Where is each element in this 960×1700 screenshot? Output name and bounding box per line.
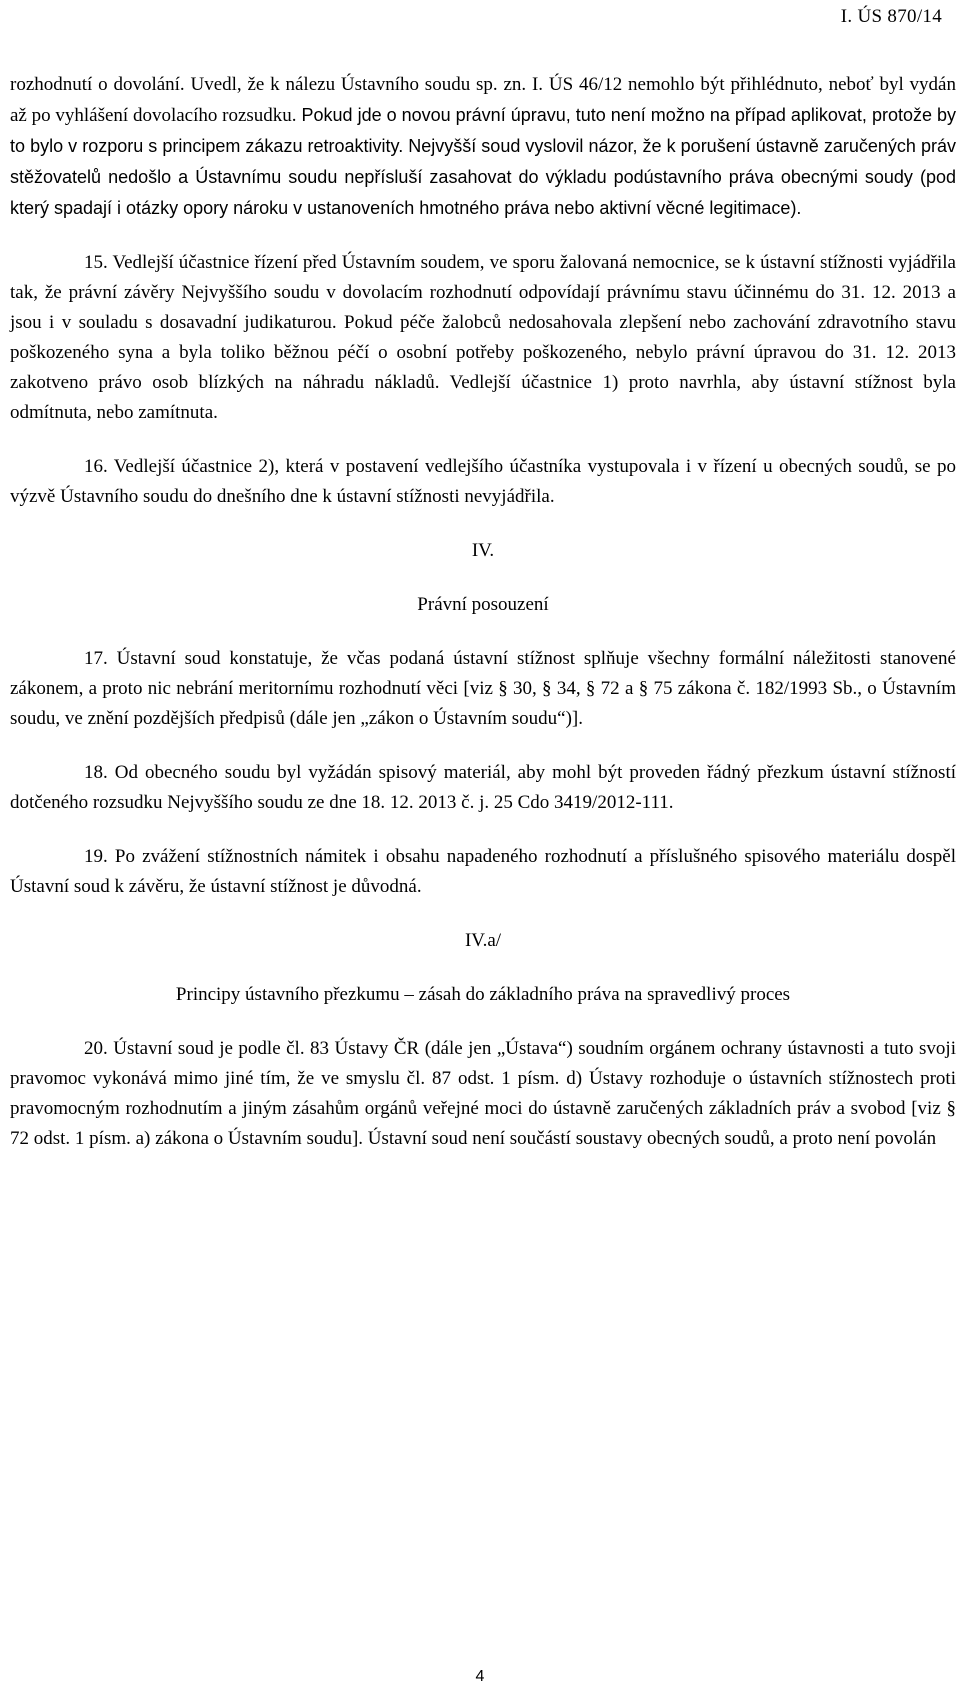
paragraph-15: 15. Vedlejší účastnice řízení před Ústavním soudem, ve sporu žalovaná nemocnice, se k ústavní stížnosti vyjádřila tak, že právní závěry Nejvyššího soudu v dovolacím rozhodnutí odpovídají právnímu stavu účinnému do 31. 12. 2013 a jsou i v souladu s dosavadní judikaturou. Pokud péče žalobců nedosahovala zlepšení nebo zachování zdravotního stavu poškozeného syna a byla toliko běžnou péčí o osobní potřeby poškozeného, nebylo právní úpravou do 31. 12. 2013 zakotveno právo osob blízkých na náhradu nákladů. Vedlejší účastnice 1) proto navrhla, aby ústavní stížnost byla odmítnuta, nebo zamítnuta. [10,252,956,423]
paragraph-14-sans-part: Pokud jde o novou právní úpravu, tuto není možno na případ aplikovat, protože by to bylo v rozporu s principem zákazu retroaktivity. Nejvyšší soud vyslovil názor, že k porušení ústavně zaručených práv stěžovatelů nedošlo a Ústavnímu soudu nepřísluší zasahovat do výkladu podústavního práva obecnými soudy (pod který spadají i otázky opory nároku v ustanoveních hmotného práva nebo aktivní věcné legitimace). [10,105,956,218]
paragraph-19: 19. Po zvážení stížnostních námitek i obsahu napadeného rozhodnutí a příslušného spisového materiálu dospěl Ústavní soud k závěru, že ústavní stížnost je důvodná. [10,846,956,897]
document-body [10,70,956,1178]
section-heading-iva: IV.a/ [464,930,502,951]
case-number-header: I. ÚS 870/14 [840,6,942,27]
page-number: 4 [475,1668,485,1685]
paragraph-14-serif-part: rozhodnutí o dovolání. Uvedl, že k nálezu Ústavního soudu sp. zn. I. ÚS 46/12 nemohlo být přihlédnuto, neboť byl vydán až po vyhlášení dovolacího rozsudku. [10,74,956,126]
paragraph-18: 18. Od obecného soudu byl vyžádán spisový materiál, aby mohl být proveden řádný přezkum ústavní stížností dotčeného rozsudku Nejvyššího soudu ze dne 18. 12. 2013 č. j. 25 Cdo 3419/2012-111. [10,762,956,813]
paragraph-16: 16. Vedlejší účastnice 2), která v postavení vedlejšího účastníka vystupovala i v řízení u obecných soudů, se po výzvě Ústavního soudu do dnešního dne k ústavní stížnosti nevyjádřila. [10,456,956,507]
section-heading-iv: IV. [471,540,495,561]
paragraph-20: 20. Ústavní soud je podle čl. 83 Ústavy ČR (dále jen „Ústava“) soudním orgánem ochrany ústavnosti a tuto svoji pravomoc vykonává mimo jiné tím, že ve smyslu čl. 87 odst. 1 písm. d) Ústavy rozhoduje o ústavních stížnostech proti pravomocným rozhodnutím a jiným zásahům orgánů veřejné moci do ústavně zaručených základních práv a svobod [viz § 72 odst. 1 písm. a) zákona o Ústavním soudu]. Ústavní soud není součástí soustavy obecných soudů, a proto není povolán [10,1038,956,1149]
section-title-principy: Principy ústavního přezkumu – zásah do základního práva na spravedlivý proces [175,984,791,1005]
section-title-pravni-posouzeni: Právní posouzení [417,594,549,615]
paragraph-17: 17. Ústavní soud konstatuje, že včas podaná ústavní stížnost splňuje všechny formální náležitosti stanovené zákonem, a proto nic nebrání meritornímu rozhodnutí věci [viz § 30, § 34, § 72 a § 75 zákona č. 182/1993 Sb., o Ústavním soudu, ve znění pozdějších předpisů (dále jen „zákon o Ústavním soudu“)]. [10,648,956,729]
paragraph-14-continuation [10,70,956,224]
